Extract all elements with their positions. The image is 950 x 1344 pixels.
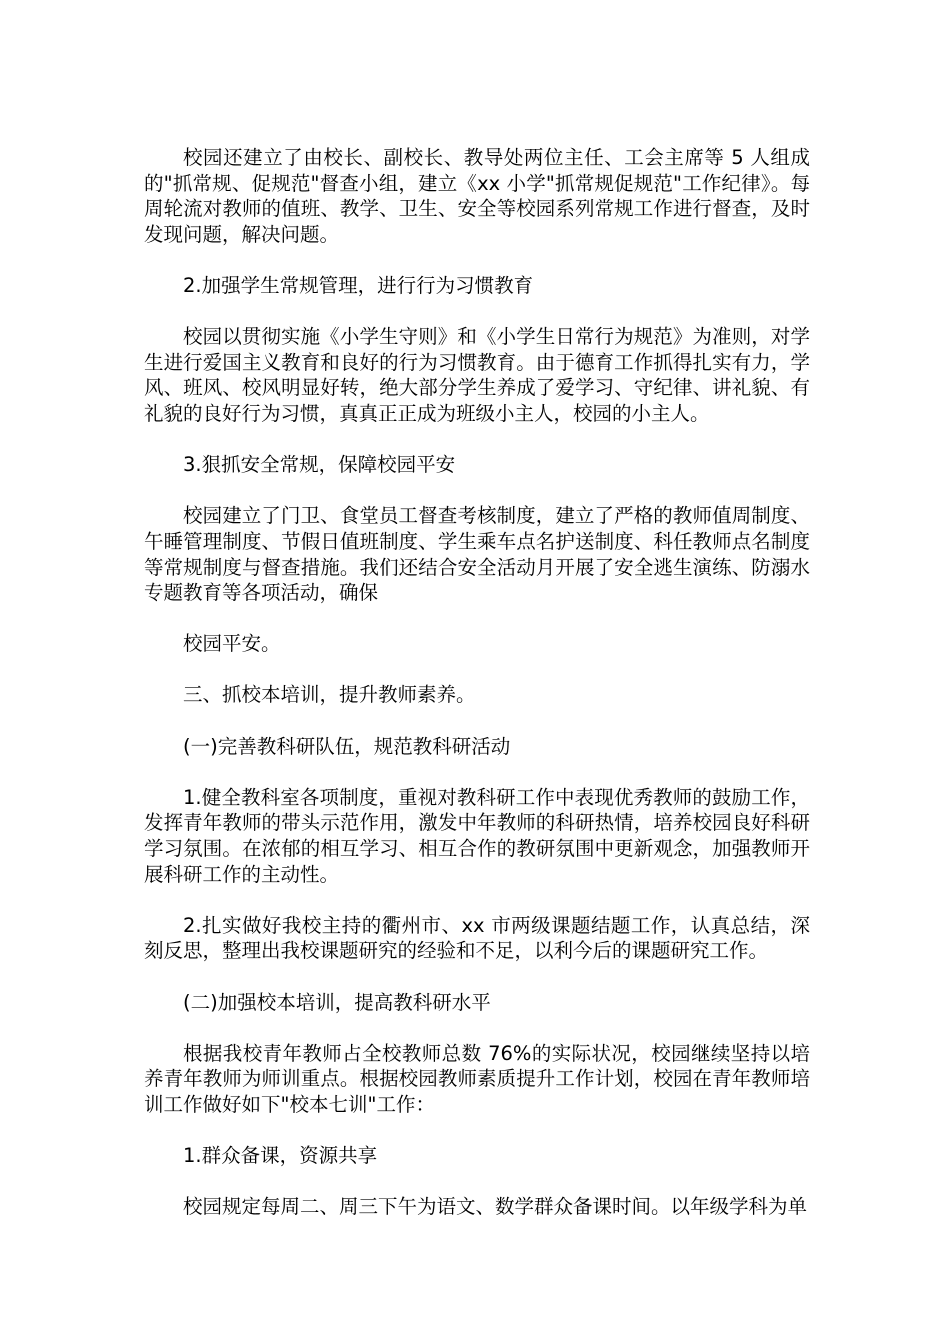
paragraph-student-behavior: 校园以贯彻实施《小学生守则》和《小学生日常行为规范》为准则，对学生进行爱国主义教育和良好的行为习惯教育。由于德育工作抓得扎实有力，学风、班风、校风明显好转，绝大部分学生养成了爱学习、守纪律、讲礼貌、有礼貌的良好行为习惯，真真正正成为班级小主人，校园的小主人。 bbox=[144, 325, 810, 425]
document-body bbox=[144, 145, 810, 1220]
heading-group-lesson-prep: 1.群众备课，资源共享 bbox=[183, 1144, 378, 1168]
paragraph-lesson-prep-schedule: 校园规定每周二、周三下午为语文、数学群众备课时间。以年级学科为单 bbox=[183, 1195, 808, 1219]
paragraph-project-conclusion: 2.扎实做好我校主持的衢州市、xx 市两级课题结题工作，认真总结，深刻反思，整理出我校课题研究的经验和不足，以利今后的课题研究工作。 bbox=[144, 913, 810, 963]
subheading-school-training-level: (二)加强校本培训，提高教科研水平 bbox=[183, 990, 491, 1014]
subheading-research-team: (一)完善教科研队伍，规范教科研活动 bbox=[183, 734, 511, 758]
paragraph-supervision-group: 校园还建立了由校长、副校长、教导处两位主任、工会主席等 5 人组成的"抓常规、促规范"督查小组，建立《xx 小学"抓常规促规范"工作纪律》。每周轮流对教师的值班、教学、卫生、安全等校园系列常规工作进行督查，及时发现问题，解决问题。 bbox=[144, 146, 810, 246]
heading-school-training: 三、抓校本培训，提升教师素养。 bbox=[183, 683, 476, 707]
paragraph-young-teachers: 根据我校青年教师占全校教师总数 76%的实际状况，校园继续坚持以培养青年教师为师训重点。根据校园教师素质提升工作计划，校园在青年教师培训工作做好如下"校本七训"工作： bbox=[144, 1041, 810, 1116]
paragraph-safety-measures: 校园建立了门卫、食堂员工督查考核制度，建立了严格的教师值周制度、午睡管理制度、节假日值班制度、学生乘车点名护送制度、科任教师点名制度等常规制度与督查措施。我们还结合安全活动月开展了安全逃生演练、防溺水专题教育等各项活动，确保 bbox=[144, 504, 810, 605]
heading-student-routine: 2.加强学生常规管理，进行行为习惯教育 bbox=[183, 273, 534, 297]
paragraph-campus-safe: 校园平安。 bbox=[183, 632, 281, 656]
heading-safety-routine: 3.狠抓安全常规，保障校园平安 bbox=[183, 453, 456, 477]
paragraph-research-system: 1.健全教科室各项制度，重视对教科研工作中表现优秀教师的鼓励工作，发挥青年教师的带头示范作用，激发中年教师的科研热情，培养校园良好科研学习氛围。在浓郁的相互学习、相互合作的教研氛围中更新观念，加强教师开展科研工作的主动性。 bbox=[144, 785, 810, 886]
